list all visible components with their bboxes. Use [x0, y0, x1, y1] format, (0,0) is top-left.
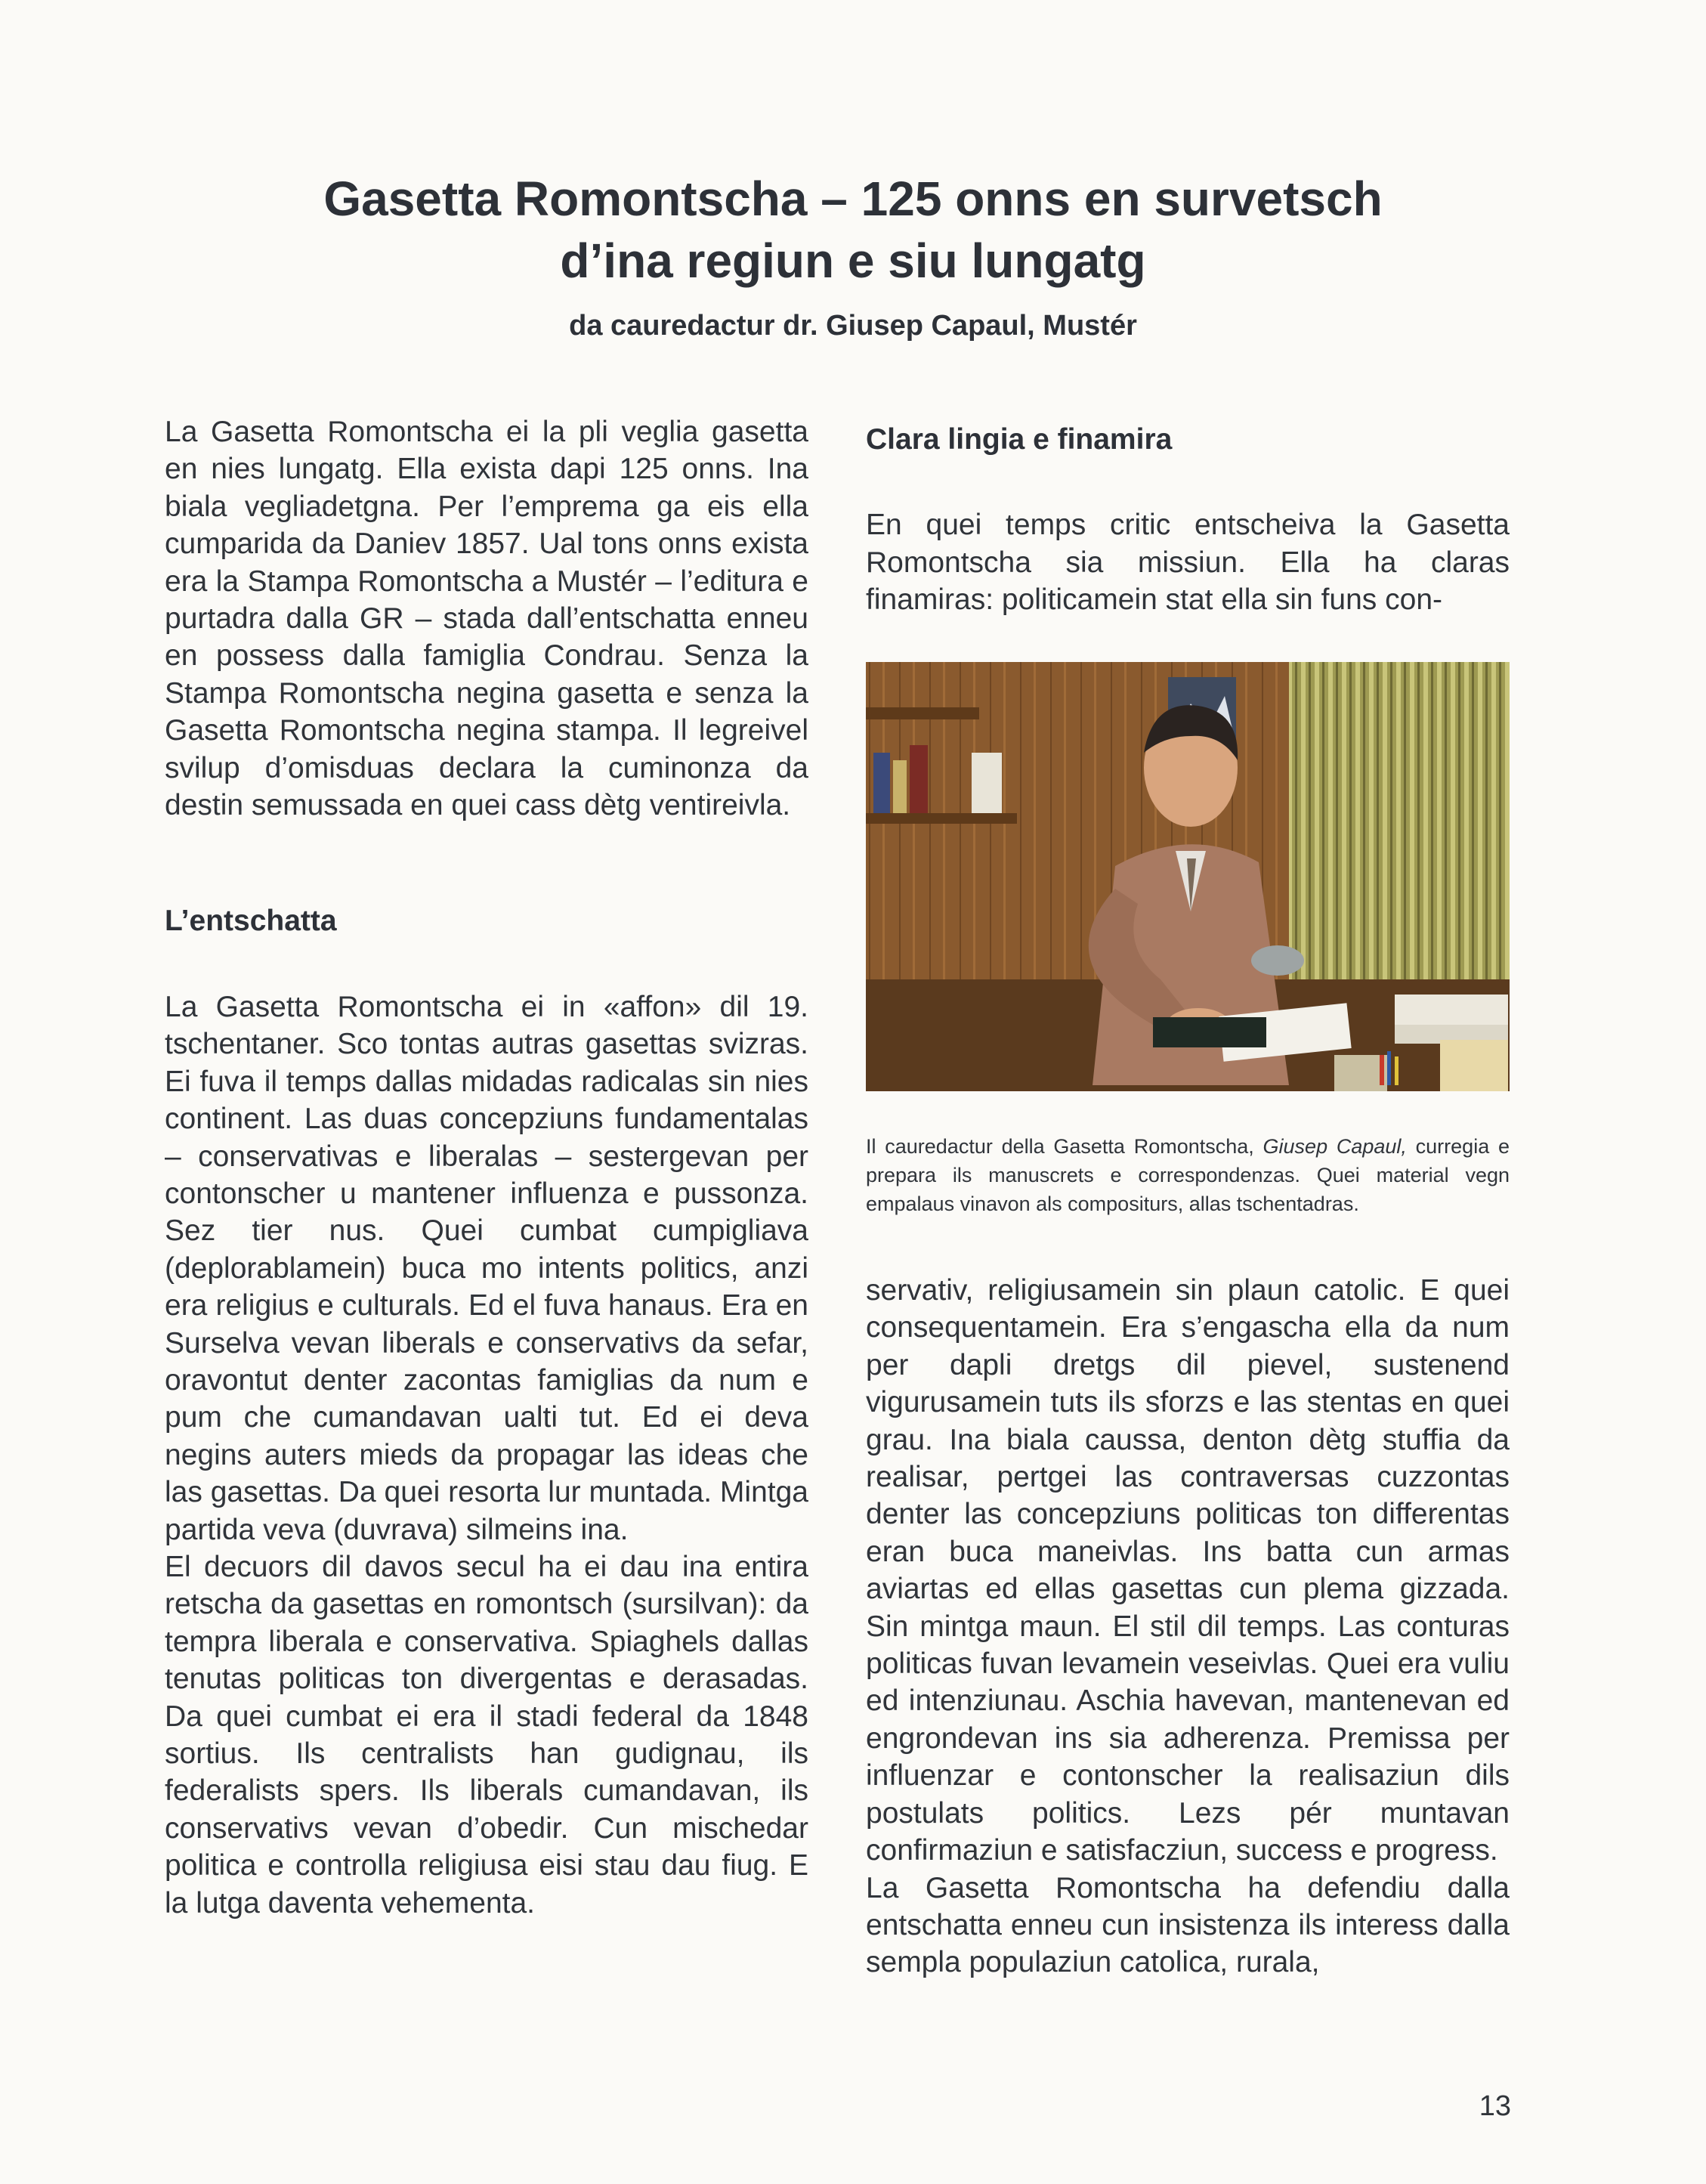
- title-line-1: Gasetta Romontscha – 125 onns en survetsch: [323, 172, 1383, 226]
- caption-name: Giusep Capaul,: [1263, 1135, 1407, 1158]
- paragraph-clara-3: La Gasetta Romontscha ha defendiu dalla entschatta enneu cun insistenza ils interess dalla sempla populaziun catolica, rurala,: [866, 1871, 1510, 1979]
- title-line-2: d’ina regiun e siu lungatg: [560, 234, 1146, 288]
- page-number: 13: [1479, 2090, 1511, 2122]
- left-column: [165, 413, 808, 1922]
- paragraph-entschatta-1: La Gasetta Romontscha ei in «affon» dil 19. tschentaner. Sco tontas autras gasettas svizras. Ei fuva il temps dallas midadas radicalas sin nies continent. Las duas concepziuns fundamentalas – conservativas e liberalas – sestergevan per contonscher u mantener influenza e pussonza. Sez tier nus. Quei cumbat cumpigliava (deplorablamein) buca mo intents politics, anzi era religius e culturals. Ed el fuva hanaus. Era en Surselva vevan liberals e conservativs da sefar, oravontut denter zacontas famiglias da num e pum che cumandavan ualti tut. Ed ei deva negins auters mieds da propagar las ideas che las gasettas. Da quei resorta lur muntada. Mintga partida veva (duvrava) silmeins ina.: [165, 990, 808, 1546]
- section-heading-clara-lingia: Clara lingia e finamira: [866, 423, 1173, 456]
- caption-text-start: Il cauredactur della Gasetta Romontscha,: [866, 1135, 1263, 1158]
- editor-photo: [866, 662, 1510, 1091]
- paragraph-clara-1: En quei temps critic entscheiva la Gasetta Romontscha sia missiun. Ella ha claras finamiras: politicamein stat ella sin funs con-: [866, 509, 1510, 617]
- paragraph-entschatta-2: El decuors dil davos secul ha ei dau ina entira retscha da gasettas en romontsch (sursilvan): da tempra liberala e conservativa. Spiaghels dallas tenutas politicas ton divergentas e derasadas. Da quei cumbat ei era il stadi federal da 1848 sortius. Ils centralists han gudignau, ils federalists spers. Ils liberals cumandavan, ils conservativs vevan d’obedir. Cun mischedar politica e controlla religiusa eisi stau dau fiug. E la lutga daventa vehementa.: [165, 1550, 808, 1920]
- paragraph-clara-2: servativ, religiusamein sin plaun catolic. E quei consequentamein. Era s’engascha ella da num per dapli dretgs dil pievel, sustenend vigurusamein tuts ils sforzs e las stentas en quei grau. Ina biala caussa, denton dètg stuffia da realisar, pertgei las contraversas cuzzontas denter las concepziuns politicas ton differentas eran buca maneivlas. Ins batta cun armas aviartas ed ellas gasettas cun plema gizzada. Sin mintga maun. El stil dil temps. Las conturas politicas fuvan levamein veseivlas. Quei era vuliu ed intenziunau. Aschia havevan, mantenevan ed engrondevan ins sia adherenza. Premissa per influenzar e contonscher la realisaziun dils postulats politics. Lezs pér muntavan confirmaziun e satisfacziun, success e progress.: [866, 1274, 1510, 1867]
- right-column-bottom: [866, 1272, 1510, 1981]
- right-column-top: [866, 421, 1510, 619]
- caption-text-end: curregia e prepara ils manuscrets e correspondenzas. Quei material vegn empalaus vinavon als compositurs, allas tschentadras.: [866, 1135, 1510, 1215]
- byline: da cauredactur dr. Giusep Capaul, Mustér: [569, 310, 1137, 342]
- article-title: [0, 168, 1706, 292]
- photo-caption: [866, 1132, 1510, 1218]
- intro-paragraph: La Gasetta Romontscha ei la pli veglia gasetta en nies lungatg. Ella exista dapi 125 onns. Ina biala vegliadetgna. Per l’emprema ga eis ella cumparida da Daniev 1857. Ual tons onns exista era la Stampa Romontscha a Mustér – l’editura e purtadra dalla GR – stada dall’entschatta enneu en possess dalla famiglia Condrau. Senza la Stampa Romontscha negina gasetta e senza la Gasetta Romontscha negina stampa. Il legreivel svilup d’omisduas declara la cuminonza da destin semussada en quei cass dètg ventireivla.: [165, 416, 808, 822]
- section-heading-entschatta: L’entschatta: [165, 905, 337, 938]
